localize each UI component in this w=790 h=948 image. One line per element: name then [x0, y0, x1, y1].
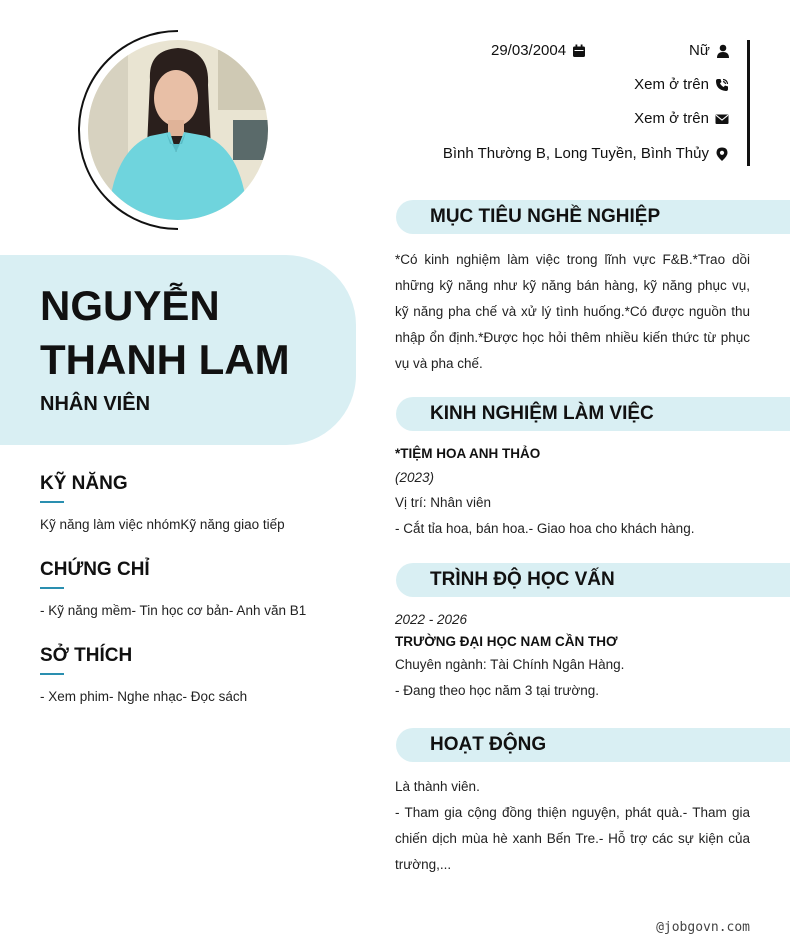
section-rule [40, 587, 64, 589]
location-pin-icon [715, 147, 729, 161]
name-line-1: NGUYỄN [40, 282, 220, 329]
objective-text: *Có kinh nghiệm làm việc trong lĩnh vực F&B.*Trao dồi những kỹ năng như kỹ năng bán hàng, kỹ năng phục vụ, kỹ năng pha chế và xử lý tình huống.*Có được nguồn thu nhập ổn định.*Được học hỏi thêm nhiều kiến thức từ phục vụ và pha chế. [395, 252, 750, 371]
hobbies-text: - Xem phim- Nghe nhạc- Đọc sách [40, 689, 248, 704]
experience-body [395, 442, 750, 542]
full-name [40, 279, 290, 387]
activities-description: - Tham gia cộng đồng thiện nguyện, phát quà.- Tham gia chiến dịch mùa hè xanh Bến Tre.- Hỗ trợ các sự kiện của trường,... [395, 805, 750, 872]
phone-item [634, 76, 729, 93]
avatar [78, 30, 278, 230]
activities-title: HOẠT ĐỘNG [430, 734, 547, 755]
experience-title: KINH NGHIỆM LÀM VIỆC [430, 403, 654, 424]
person-icon [716, 44, 730, 58]
name-banner [0, 255, 356, 445]
dob-text: 29/03/2004 [491, 42, 567, 59]
contact-info [400, 40, 750, 166]
phone-text: Xem ở trên [634, 76, 709, 93]
calendar-icon [572, 44, 586, 58]
address-text: Bình Thường B, Long Tuyền, Bình Thủy [442, 145, 709, 162]
address-item [443, 145, 729, 162]
hobbies-title: SỞ THÍCH [40, 645, 133, 666]
education-school: TRƯỜNG ĐẠI HỌC NAM CẦN THƠ [395, 634, 618, 649]
education-body [395, 608, 750, 704]
mail-icon [715, 112, 729, 126]
phone-icon [715, 78, 729, 92]
certificates-text: - Kỹ năng mềm- Tin học cơ bản- Anh văn B1 [40, 603, 307, 618]
profile-photo [88, 40, 268, 220]
experience-position: Vị trí: Nhân viên [395, 495, 492, 510]
hobbies-section [40, 644, 340, 706]
education-major: Chuyên ngành: Tài Chính Ngân Hàng. [395, 657, 625, 672]
skills-section [40, 472, 340, 534]
education-title: TRÌNH ĐỘ HỌC VẤN [430, 569, 615, 590]
footer-watermark: @jobgovn.com [656, 920, 750, 935]
education-note: - Đang theo học năm 3 tại trường. [395, 683, 599, 698]
experience-description: - Cắt tỉa hoa, bán hoa.- Giao hoa cho khách hàng. [395, 521, 695, 536]
certificates-title: CHỨNG CHỈ [40, 559, 150, 580]
activities-body [395, 774, 750, 878]
skills-title: KỸ NĂNG [40, 473, 128, 494]
section-rule [40, 673, 64, 675]
certificates-section [40, 558, 340, 620]
email-item [634, 110, 729, 127]
section-rule [40, 501, 64, 503]
job-title: NHÂN VIÊN [40, 393, 151, 415]
gender-text: Nữ [689, 42, 710, 59]
education-period: 2022 - 2026 [395, 612, 468, 627]
skills-text: Kỹ năng làm việc nhómKỹ năng giao tiếp [40, 517, 285, 532]
objective-header [396, 200, 790, 234]
experience-header [396, 397, 790, 431]
activities-role: Là thành viên. [395, 779, 480, 794]
experience-year: (2023) [395, 470, 435, 485]
gender-item [689, 42, 730, 59]
activities-header [396, 728, 790, 762]
experience-company: *TIỆM HOA ANH THẢO [395, 446, 541, 461]
email-text: Xem ở trên [634, 110, 709, 127]
dob-item [491, 42, 586, 59]
objective-title: MỤC TIÊU NGHỀ NGHIỆP [430, 206, 661, 227]
name-line-2: THANH LAM [40, 336, 290, 383]
education-header [396, 563, 790, 597]
